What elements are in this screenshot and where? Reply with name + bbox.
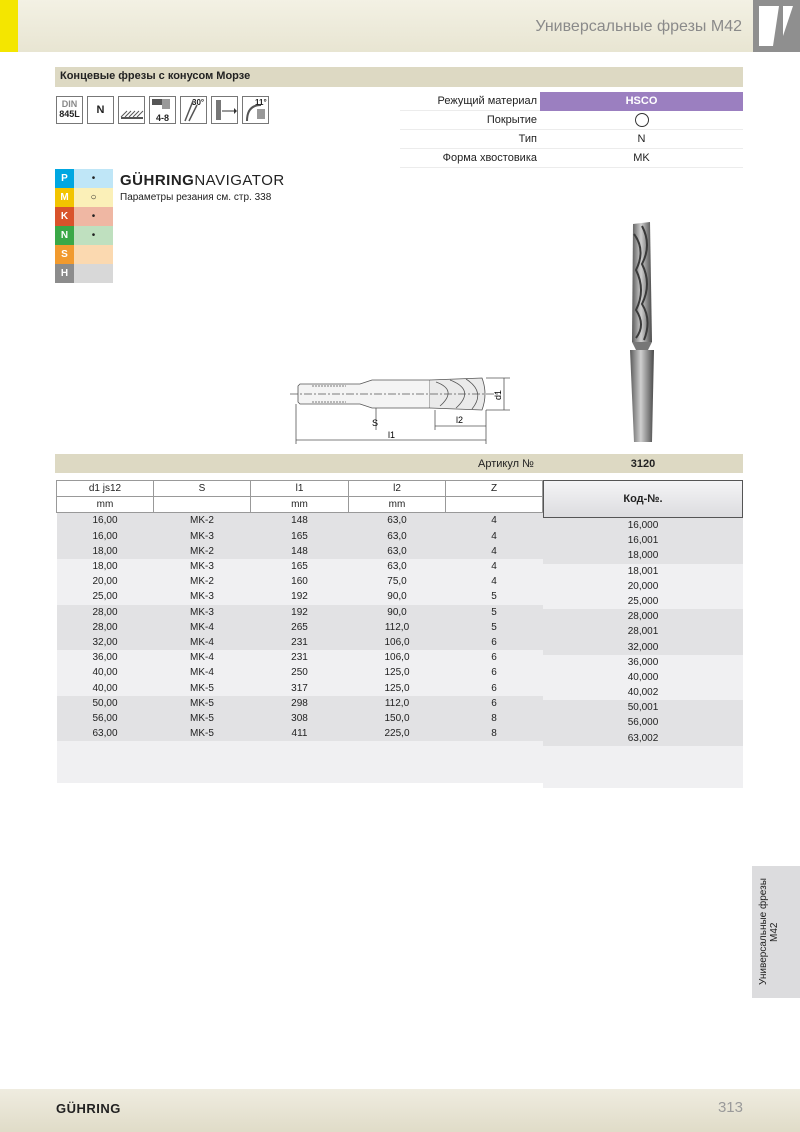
- flute-count-icon: 4-8: [149, 96, 176, 124]
- iso-letter: S: [55, 245, 74, 264]
- iso-suitability: •: [74, 207, 113, 226]
- dim-l1: l1: [388, 430, 396, 440]
- table-row: 16,00 MK-2 148 63,0 4: [57, 513, 543, 529]
- code-cell: 50,001: [543, 700, 743, 715]
- col-s: S: [154, 481, 251, 497]
- property-type: Тип N: [400, 130, 743, 149]
- dim-l2: l2: [456, 415, 464, 425]
- header-accent: [0, 0, 18, 52]
- table-empty-row: [57, 741, 543, 783]
- property-shank: Форма хвостовика MK: [400, 149, 743, 168]
- uncoated-circle-icon: [635, 113, 649, 127]
- code-cell: 20,000: [543, 579, 743, 594]
- iso-letter: H: [55, 264, 74, 283]
- footer-logo: GÜHRING: [56, 1101, 121, 1116]
- table-row: 56,00 MK-5 308 150,0 8: [57, 711, 543, 726]
- article-number: 3120: [630, 458, 656, 470]
- iso-group-h: [55, 264, 113, 283]
- code-cell: 32,000: [543, 640, 743, 655]
- iso-group-n: [55, 226, 113, 245]
- table-units-row: mm mm mm: [57, 497, 543, 513]
- col-l1: l1: [251, 481, 349, 497]
- iso-suitability: [74, 264, 113, 283]
- tool-photo: [622, 220, 662, 445]
- code-cell: 18,000: [543, 548, 743, 563]
- clearance-angle-icon: 11°: [242, 96, 269, 124]
- iso-suitability: [74, 245, 113, 264]
- table-row: 63,00 MK-5 411 225,0 8: [57, 726, 543, 741]
- table-row: 20,00 MK-2 160 75,0 4: [57, 574, 543, 589]
- col-d1: d1 js12: [57, 481, 154, 497]
- property-coating: Покрытие: [400, 111, 743, 130]
- iso-letter: P: [55, 169, 74, 188]
- dim-s: S: [372, 418, 379, 428]
- iso-group-p: [55, 169, 113, 188]
- code-cell: 40,002: [543, 685, 743, 700]
- helix-angle-icon: 30°: [180, 96, 207, 124]
- shank-hatch-icon: [118, 96, 145, 124]
- iso-group-s: [55, 245, 113, 264]
- table-row: 18,00 MK-2 148 63,0 4: [57, 544, 543, 559]
- code-cell: 25,000: [543, 594, 743, 609]
- iso-suitability: ○: [74, 188, 113, 207]
- iso-letter: K: [55, 207, 74, 226]
- table-header-row: [57, 481, 543, 497]
- side-tab[interactable]: Универсальные фрезы M42: [752, 866, 800, 998]
- table-row: 40,00 MK-5 317 125,0 6: [57, 680, 543, 695]
- table-row: 28,00 MK-3 192 90,0 5: [57, 605, 543, 620]
- cutting-parameters-note: Параметры резания см. стр. 338: [120, 192, 272, 203]
- brand-mark-icon: [753, 0, 800, 52]
- section-title: Концевые фрезы с конусом Морзе: [60, 70, 251, 82]
- code-cell: 36,000: [543, 655, 743, 670]
- code-empty-cell: [543, 746, 743, 788]
- code-cell: 16,001: [543, 533, 743, 548]
- iso-letter: N: [55, 226, 74, 245]
- tool-type-icon: N: [87, 96, 114, 124]
- dim-d1: d1: [493, 389, 503, 400]
- cutting-direction-icon: [211, 96, 238, 124]
- page-title: Универсальные фрезы M42: [535, 18, 742, 35]
- property-cutting-material: Режущий материал HSCO: [400, 92, 743, 111]
- din-standard-icon: DIN 845L: [56, 96, 83, 124]
- tool-drawing: [290, 360, 520, 450]
- table-row: 50,00 MK-5 298 112,0 6: [57, 696, 543, 711]
- code-cell: 63,002: [543, 731, 743, 746]
- table-row: 36,00 MK-4 231 106,0 6: [57, 650, 543, 665]
- material-value: HSCO: [625, 95, 658, 107]
- iso-group-m: [55, 188, 113, 207]
- code-cell: 28,000: [543, 609, 743, 624]
- code-cell: 16,000: [543, 518, 743, 533]
- table-row: 18,00 MK-3 165 63,0 4: [57, 559, 543, 574]
- iso-group-k: [55, 207, 113, 226]
- dimensions-table: [56, 480, 543, 783]
- table-row: 28,00 MK-4 265 112,0 5: [57, 620, 543, 635]
- code-column: [543, 518, 743, 746]
- table-row: 40,00 MK-4 250 125,0 6: [57, 665, 543, 680]
- iso-suitability: •: [74, 169, 113, 188]
- col-z: Z: [446, 481, 543, 497]
- navigator-logo: GÜHRINGNAVIGATOR: [120, 172, 285, 189]
- table-row: 16,00 MK-3 165 63,0 4: [57, 529, 543, 544]
- code-cell: 18,001: [543, 564, 743, 579]
- table-row: 25,00 MK-3 192 90,0 5: [57, 589, 543, 604]
- col-l2: l2: [349, 481, 446, 497]
- page-number: 313: [717, 1099, 743, 1116]
- iso-suitability: •: [74, 226, 113, 245]
- code-cell: 56,000: [543, 715, 743, 730]
- code-header: Код-№.: [543, 480, 743, 518]
- code-cell: 28,001: [543, 624, 743, 639]
- table-row: 32,00 MK-4 231 106,0 6: [57, 635, 543, 650]
- article-label: Артикул №: [478, 458, 534, 470]
- code-cell: 40,000: [543, 670, 743, 685]
- iso-letter: M: [55, 188, 74, 207]
